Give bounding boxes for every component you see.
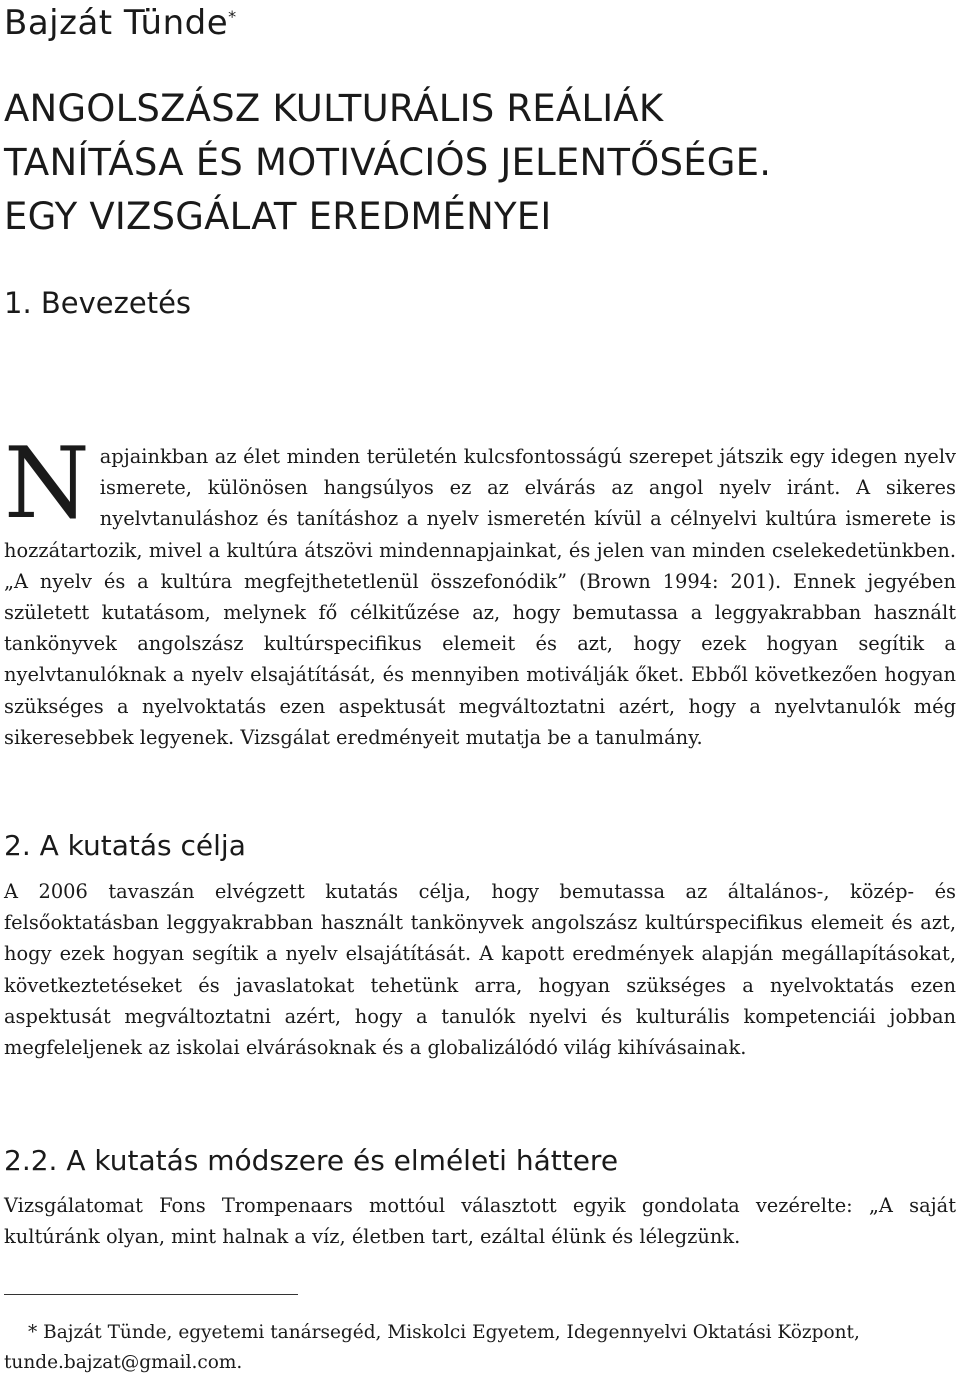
section-heading-research-goal: 2. A kutatás célja	[4, 829, 246, 862]
footnote-marker: *	[28, 1322, 38, 1343]
methodology-paragraph: Vizsgálatomat Fons Trompenaars mottóul választott egyik gondolata vezérelte: „A saját kultúránk olyan, mint halnak a víz, életben tart, ezáltal élünk és lélegzünk.	[4, 1194, 956, 1249]
author-line	[4, 0, 237, 46]
introduction-paragraph	[4, 427, 956, 753]
title-line: TANÍTÁSA ÉS MOTIVÁCIÓS JELENTŐSÉGE.	[4, 141, 772, 184]
footnote-divider	[4, 1294, 298, 1295]
footnote	[4, 1318, 956, 1378]
drop-cap: N	[4, 427, 90, 541]
section-heading-methodology: 2.2. A kutatás módszere és elméleti háttere	[4, 1144, 619, 1177]
author-name: Bajzát Tünde	[4, 3, 229, 43]
article-title	[4, 82, 771, 244]
footnote-text: Bajzát Tünde, egyetemi tanársegéd, Miskolci Egyetem, Idegennyelvi Oktatási Központ, tunde.bajzat@gmail.com.	[4, 1322, 860, 1373]
research-goal-paragraph: A 2006 tavaszán elvégzett kutatás célja, hogy bemutassa az általános-, közép- és felsőoktatásban leggyakrabban használt tankönyvek angolszász kultúrspecifikus elemeit és azt, hogy ezek hogyan segítik a nyelv elsajátítását. A kapott eredmények alapján megállapításokat, következtetéseket és javaslatokat tehetünk arra, hogyan szükséges a nyelvoktatás ezen aspektusát megváltoztatni azért, hogy a tanulók nyelvi és kulturális kompetenciái jobban megfeleljenek az iskolai elvárásoknak és a globalizálódó világ kihívásainak.	[4, 880, 956, 1060]
title-line: EGY VIZSGÁLAT EREDMÉNYEI	[4, 195, 552, 238]
introduction-text: apjainkban az élet minden területén kulcsfontosságú szerepet játszik egy idegen nyelv ismerete, különösen hangsúlyos ez az elvárás az angol nyelv iránt. A sikeres nyelvtanuláshoz és tanításhoz a nyelv ismeretén kívül a célnyelvi kultúra ismerete is hozzátartozik, mivel a kultúra átszövi mindennapjainkat, és jelen van minden cselekedetünkben. „A nyelv és a kultúra megfejthetetlenül összefonódik” (Brown 1994: 201). Ennek jegyében született kutatásom, melynek fő célkitűzése az, hogy bemutassa a leggyakrabban használt tankönyvek angolszász kultúrspecifikus elemeit és azt, hogy ezek hogyan segítik a nyelvtanulóknak a nyelv elsajátítását, és mennyiben motiválják őket. Ebből következően hogyan szükséges a nyelvoktatás ezen aspektusát megváltoztatni azért, hogy a nyelvtanulók még sikeresebbek legyenek. Vizsgálat eredményeit mutatja be a tanulmány.	[4, 445, 956, 749]
section-heading-introduction: 1. Bevezetés	[4, 286, 192, 320]
author-footnote-marker[interactable]: *	[228, 7, 237, 26]
title-line: ANGOLSZÁSZ KULTURÁLIS REÁLIÁK	[4, 87, 664, 130]
